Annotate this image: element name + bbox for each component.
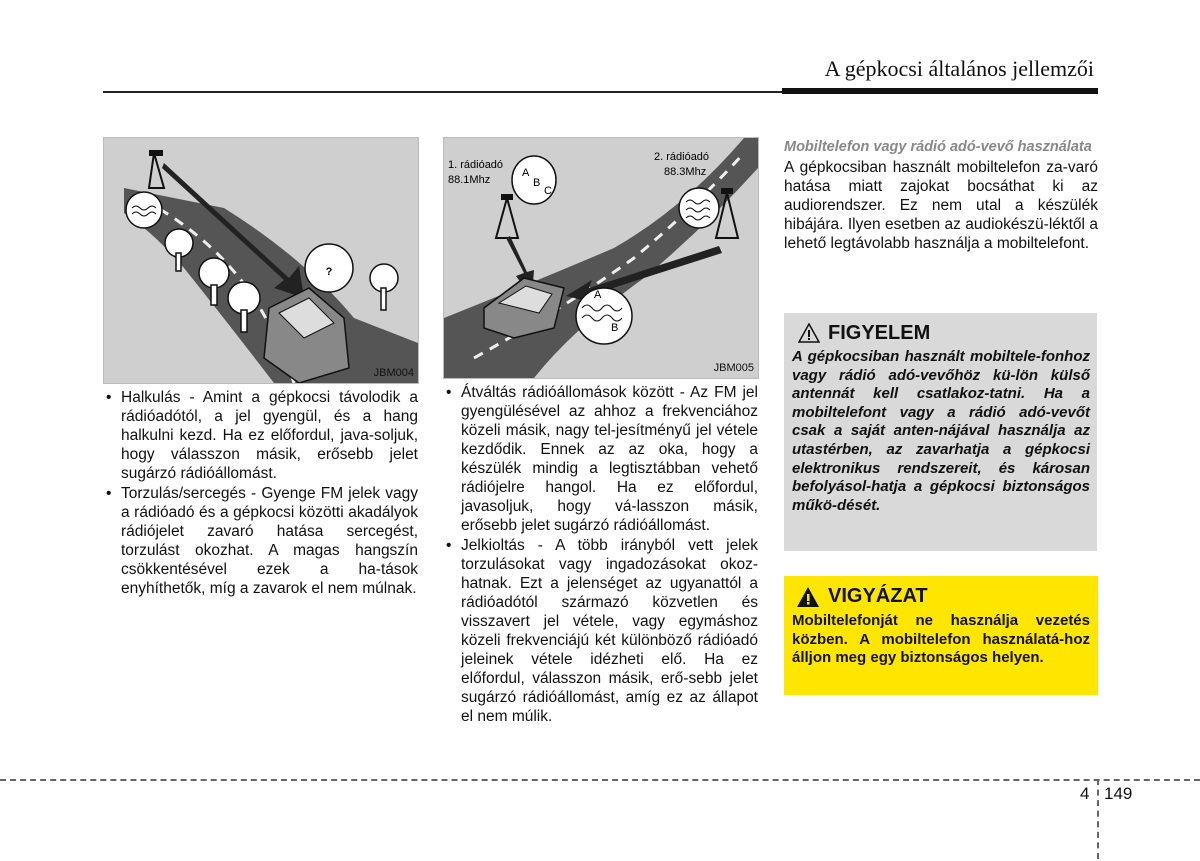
caution-triangle-icon [796, 586, 820, 608]
section-subheading: Mobiltelefon vagy rádió adó-vevő használata [784, 139, 1092, 155]
page-number: 149 [1104, 784, 1133, 803]
chapter-number: 4 [1080, 784, 1090, 803]
station2-label: 2. rádióadó [654, 151, 710, 163]
header-rule-accent [782, 88, 1098, 94]
bullet-fading: • Halkulás - Amint a gépkocsi távolodik a rádióadótól, a jel gyengül, és a hang halkulni kezd. Ha ez előfordul, java-soljuk, hogy válasszon másik, erősebb jelet sugárzó rádióállomást. [103, 388, 418, 483]
page-header-title: A gépkocsi általános jellemzői [824, 56, 1094, 81]
warning-text: A gépkocsiban használt mobiltele-fonhoz vagy rádió adó-vevőhöz kü-lön külső antennát kell csatlakoz-tatni. Ha a mobiltelefont vagy a rádió adó-vevőt csak a saját anten-nájával használja az utastérben, az zavarhatja a gépkocsi elektronikus rendszereit, és károsan befolyásol-hatja a gépkocsi biztonságos műkö-dését. [792, 348, 1090, 514]
bullet-multipath: • Jelkioltás - A több irányból vett jelek torzulásokat vagy ingadozásokat okoz-hatnak. Ezt a jelenséget az ugyanattól a rádióadótól származó közvetlen és visszavert jel vétele, vagy egymáshoz közeli frekvenciájú két különböző rádióadó jeleinek vétele idézheti elő. Ha ez előfordul, válasszon másik, erő-sebb jelet sugárzó rádióállomást, amíg ez az állapot el nem múlik. [443, 536, 758, 726]
letter-c: C [544, 185, 552, 197]
letter-b: B [533, 177, 541, 189]
station-switching-illustration [444, 138, 758, 378]
column-2 [443, 383, 758, 727]
figure-jbm005 [443, 137, 759, 379]
letter-b-lower: B [611, 322, 619, 334]
bullet-distortion: • Torzulás/sercegés - Gyenge FM jelek vagy a rádióadó és a gépkocsi közötti akadályok rádiójelet zavaró hatása sercegést, torzulást okozhat. A magas hangszín csökkentésével ezek a ha-tások enyhíthetők, míg a zavarok el nem múlnak. [103, 484, 418, 598]
fm-fading-illustration [104, 138, 418, 383]
station1-label: 1. rádióadó [448, 159, 504, 171]
question-mark: ? [325, 266, 333, 278]
warning-title: FIGYELEM [828, 322, 931, 344]
letter-a: A [522, 167, 530, 179]
column-3 [784, 138, 1098, 253]
figure-code: JBM004 [373, 367, 414, 379]
column-1 [103, 388, 418, 599]
footer-divider [1097, 779, 1099, 859]
caution-text: Mobiltelefonját ne használja vezetés közben. A mobiltelefon használatá-hoz álljon meg egy biztonságos helyen. [792, 612, 1090, 667]
station1-frequency: 88.1Mhz [448, 174, 491, 186]
warning-box [784, 313, 1097, 551]
caution-box [784, 576, 1098, 695]
station2-frequency: 88.3Mhz [664, 166, 707, 178]
bullet-station-switching: • Átváltás rádióállomások között - Az FM jel gyengülésével az ahhoz a frekvenciához közeli másik, nagy tel-jesítményű jel vétele kezdődik. Ennek az az oka, hogy a készülék mindig a legtisztábban vehető rádiójelre hangol. Ha ez előfordul, javasoljuk, hogy vá-lasszon másik, erősebb jelet sugárzó rádióállomást. [443, 383, 758, 535]
footer-rule [0, 779, 1200, 781]
caution-title: VIGYÁZAT [828, 585, 928, 607]
section-paragraph: A gépkocsiban használt mobiltelefon za-varó hatása miatt zajokat bocsáthat ki az audiorendszer. Ez nem utal a készülék hibájára. Ilyen esetben az audiokészü-léktől a lehető legtávolabb használja a mobiltelefont. [784, 159, 1098, 252]
letter-a-lower: A [594, 289, 602, 301]
warning-triangle-icon [798, 323, 820, 343]
figure-jbm004 [103, 137, 419, 384]
figure-code: JBM005 [713, 362, 754, 374]
